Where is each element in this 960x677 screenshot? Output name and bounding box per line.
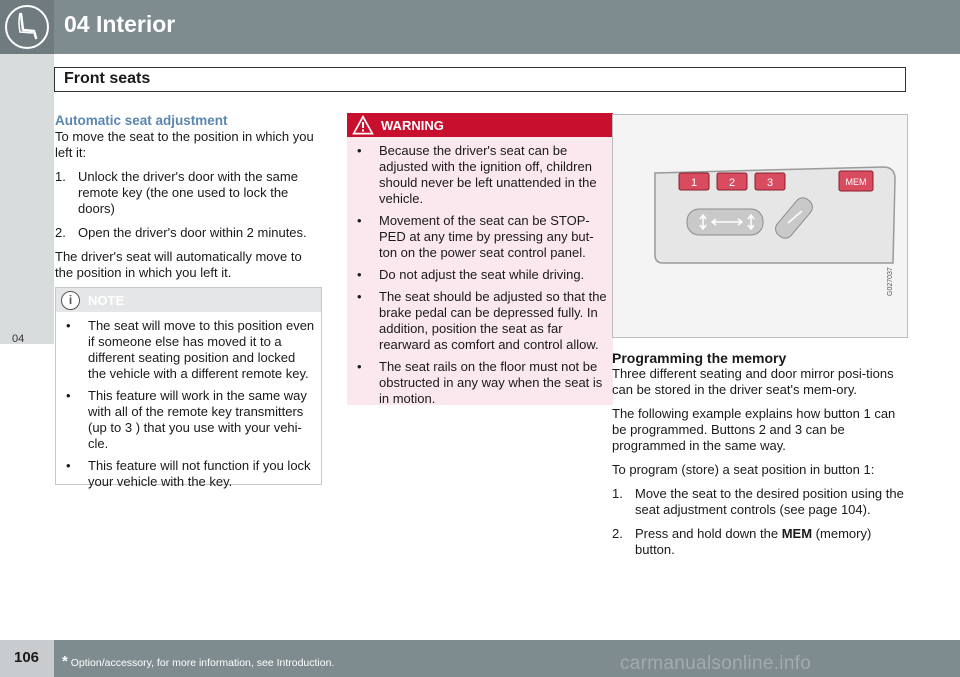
auto-adjust-heading: Automatic seat adjustment	[55, 113, 228, 128]
step-number: 1.	[612, 486, 623, 501]
step-item	[55, 225, 320, 241]
note-item: • The seat will move to this position even if someone else has moved it to a different seating position and locked the vehicle with a different remote key.	[63, 318, 315, 382]
programming-para-3: To program (store) a seat position in button 1:	[612, 462, 875, 477]
auto-adjust-result: The driver's seat will automatically move to the position in which you left it.	[55, 249, 302, 280]
step-text: Move the seat to the desired position using the seat adjustment controls (see page 104).	[635, 486, 904, 517]
programming-section	[612, 350, 907, 566]
warning-item: • The seat should be adjusted so that the brake pedal can be depressed fully. In addition, position the seat as far rearward as comfort and control allow.	[354, 289, 607, 353]
button-label-3: 3	[766, 177, 774, 189]
seat-control-figure	[612, 114, 908, 338]
button-label-1: 1	[690, 177, 698, 189]
step-text: Open the driver's door within 2 minutes.	[78, 225, 307, 240]
step-item	[612, 486, 907, 518]
section-title: Front seats	[64, 70, 151, 87]
step-number: 2.	[612, 526, 623, 541]
watermark: carmanualsonline.info	[620, 653, 812, 674]
footnote	[62, 653, 334, 670]
warning-box	[347, 113, 613, 405]
step-item	[612, 526, 907, 558]
note-item: • This feature will not function if you lock your vehicle with the key.	[63, 458, 315, 490]
figure-code: G027037	[887, 267, 894, 296]
programming-heading: Programming the memory	[612, 350, 787, 366]
page-number-box	[0, 640, 54, 677]
warning-item: • Because the driver's seat can be adjusted with the ignition off, children should never be left unattended in the vehicle.	[354, 143, 607, 207]
warning-triangle-icon	[352, 115, 374, 135]
footnote-star: *	[62, 653, 68, 670]
step-text-post: (memory) button.	[635, 526, 872, 557]
page-number: 106	[14, 649, 40, 666]
step-number: 2.	[55, 225, 66, 240]
note-header	[56, 288, 321, 312]
chapter-icon-box	[0, 0, 54, 54]
note-title: NOTE	[88, 293, 125, 308]
chapter-tab: 04	[12, 333, 25, 345]
info-icon: i	[61, 291, 80, 310]
step-text: Unlock the driver's door with the same remote key (the one used to lock the doors)	[78, 169, 298, 216]
note-list	[56, 318, 321, 490]
warning-item: • The seat rails on the floor must not be obstructed in any way when the seat is in motion.	[354, 359, 607, 407]
mem-label: MEM	[781, 526, 813, 541]
button-label-2: 2	[728, 177, 736, 189]
programming-para-2: The following example explains how button 1 can be programmed. Buttons 2 and 3 can be programmed in the same way.	[612, 406, 896, 453]
warning-title: WARNING	[381, 118, 444, 133]
chapter-title: 04 Interior	[64, 11, 176, 37]
chapter-header	[0, 0, 960, 54]
chapter-sidebar	[0, 54, 54, 344]
warning-item: • Do not adjust the seat while driving.	[354, 267, 607, 283]
warning-header	[347, 113, 613, 137]
step-item	[55, 169, 320, 217]
page-footer	[0, 640, 960, 677]
seat-control-panel-illustration	[613, 115, 907, 337]
programming-steps	[612, 486, 907, 558]
warning-list	[347, 143, 613, 407]
note-box	[55, 287, 322, 489]
auto-adjust-steps	[55, 169, 320, 241]
seat-icon	[0, 0, 54, 54]
button-label-mem: MEM	[845, 177, 867, 187]
auto-adjust-section	[55, 113, 320, 289]
note-item: • This feature will work in the same way with all of the remote key transmitters (up to 3 ) that you use with your vehi-cle.	[63, 388, 315, 452]
programming-para-1: Three different seating and door mirror posi-tions can be stored in the driver seat's mem-ory.	[612, 366, 894, 397]
footnote-text: Option/accessory, for more information, see Introduction.	[67, 657, 335, 669]
step-text-pre: Press and hold down the	[635, 526, 782, 541]
step-number: 1.	[55, 169, 66, 184]
section-bar	[54, 67, 906, 92]
auto-adjust-intro: To move the seat to the position in which you left it:	[55, 129, 314, 160]
warning-item: • Movement of the seat can be STOP-PED at any time by pressing any but-ton on the power seat control panel.	[354, 213, 607, 261]
